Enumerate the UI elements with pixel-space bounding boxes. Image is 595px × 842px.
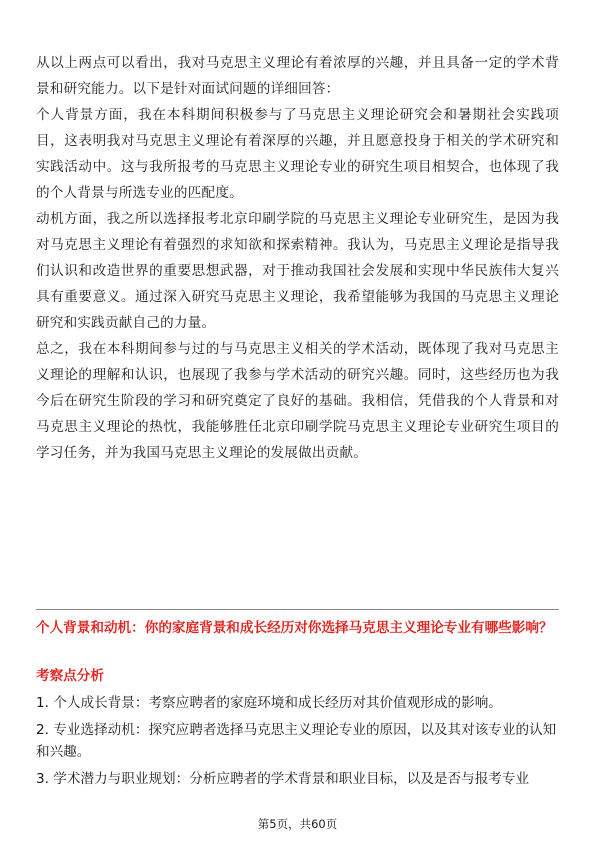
page-number: 第5页，共60页 — [257, 817, 338, 831]
paragraph-motivation: 动机方面，我之所以选择报考北京印刷学院的马克思主义理论专业研究生，是因为我对马克思主义理论有着强烈的求知欲和探索精神。我认为，马克思主义理论是指导我们认识和改造世界的重要思想武器，对于推动我国社会发展和实现中华民族伟大复兴具有重要意义。通过深入研究马克思主义理论，我希望能够为我国的马克思主义理论研究和实践贡献自己的力量。 — [36, 211, 559, 331]
list-item: 2. 专业选择动机：探究应聘者选择马克思主义理论专业的原因，以及其对该专业的认知和兴趣。 — [36, 721, 557, 760]
paragraph-personal-background: 个人背景方面，我在本科期间积极参与了马克思主义理论研究会和暑期社会实践项目，这表明我对马克思主义理论有着深厚的兴趣，并且愿意投身于相关的学术研究和实践活动中。这与我所报考的马克思主义理论专业的研究生项目相契合，也体现了我的个人背景与所选专业的匹配度。 — [36, 107, 559, 201]
paragraph-summary: 从以上两点可以看出，我对马克思主义理论有着浓厚的兴趣，并且具备一定的学术背景和研究能力。以下是针对面试问题的详细回答： — [36, 55, 559, 97]
paragraph-conclusion: 总之，我在本科期间参与过的与马克思主义相关的学术活动，既体现了我对马克思主义理论的理解和认识，也展现了我参与学术活动的研究兴趣。同时，这些经历也为我今后在研究生阶段的学习和研究奠定了良好的基础。我相信，凭借我的个人背景和对马克思主义理论的热忱，我能够胜任北京印刷学院马克思主义理论专业研究生项目的学习任务，并为我国马克思主义理论的发展做出贡献。 — [36, 341, 559, 461]
answer-body — [36, 50, 559, 466]
list-item: 3. 学术潜力与职业规划：分析应聘者的学术背景和职业目标，以及是否与报考专业 — [36, 770, 530, 787]
list-item: 1. 个人成长背景：考察应聘者的家庭环境和成长经历对其价值观形成的影响。 — [36, 695, 502, 711]
analysis-heading: 考察点分析 — [36, 668, 104, 684]
section-divider — [36, 609, 559, 610]
analysis-list — [36, 692, 559, 790]
interview-question: 个人背景和动机：你的家庭背景和成长经历对你选择马克思主义理论专业有哪些影响？ — [36, 620, 553, 636]
